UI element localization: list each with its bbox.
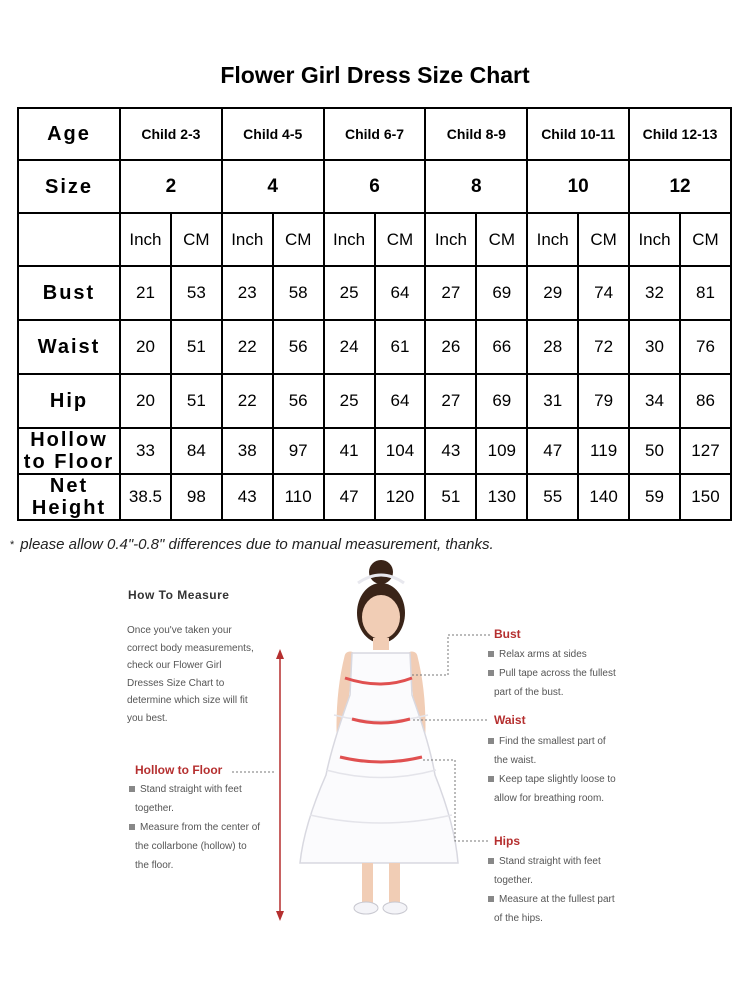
bullet-cont: together. — [135, 803, 174, 814]
value-cell: 24 — [324, 320, 375, 374]
value-cell: 23 — [222, 266, 273, 320]
bullet-cont: the waist. — [494, 755, 537, 766]
waist-label: Waist — [494, 713, 526, 727]
bullet-item: Relax arms at sides — [488, 645, 616, 664]
value-cell: 72 — [578, 320, 629, 374]
intro-line: Dresses Size Chart to — [127, 677, 225, 689]
unit-row — [18, 213, 731, 266]
hollow-label: Hollow to Floor — [135, 763, 223, 777]
unit-inch: Inch — [527, 213, 578, 266]
bullet-item: Keep tape slightly loose to — [488, 770, 616, 789]
age-header: Child 2-3 — [120, 108, 222, 160]
row-label-line: Hollow — [30, 429, 108, 451]
value-cell: 22 — [222, 374, 273, 428]
measurement-row — [18, 428, 731, 474]
bullet-cont: together. — [494, 875, 533, 886]
page-title: Flower Girl Dress Size Chart — [220, 62, 530, 88]
size-chart-table — [17, 107, 732, 521]
row-label — [18, 474, 120, 520]
intro-line: check our Flower Girl — [127, 660, 222, 671]
waist-instructions — [488, 732, 616, 808]
unit-cm: CM — [171, 213, 222, 266]
value-cell: 81 — [680, 266, 731, 320]
unit-inch: Inch — [324, 213, 375, 266]
value-cell: 32 — [629, 266, 680, 320]
value-cell: 26 — [425, 320, 476, 374]
value-cell: 120 — [375, 474, 426, 520]
row-label — [18, 266, 120, 320]
value-cell: 56 — [273, 374, 324, 428]
unit-cm: CM — [375, 213, 426, 266]
bullet-item: Find the smallest part of — [488, 732, 616, 751]
value-cell: 127 — [680, 428, 731, 474]
arrow-up-icon — [276, 649, 284, 659]
value-cell: 47 — [527, 428, 578, 474]
value-cell: 53 — [171, 266, 222, 320]
intro-line: Once you've taken your — [127, 625, 232, 636]
value-cell: 38.5 — [120, 474, 171, 520]
value-cell: 20 — [120, 320, 171, 374]
value-cell: 47 — [324, 474, 375, 520]
value-cell: 55 — [527, 474, 578, 520]
value-cell: 30 — [629, 320, 680, 374]
value-cell: 79 — [578, 374, 629, 428]
value-cell: 110 — [273, 474, 324, 520]
age-label: Age — [18, 108, 120, 160]
row-label-line: Waist — [37, 336, 101, 358]
hips-instructions — [488, 852, 615, 928]
value-cell: 86 — [680, 374, 731, 428]
girl-measure-illustration — [0, 545, 750, 945]
value-cell: 51 — [425, 474, 476, 520]
bust-instructions — [488, 645, 616, 702]
value-cell: 22 — [222, 320, 273, 374]
bullet-item: Pull tape across the fullest — [488, 664, 616, 683]
bust-leader — [412, 635, 490, 675]
row-label-line: Bust — [42, 282, 96, 304]
age-header: Child 6-7 — [324, 108, 426, 160]
value-cell: 104 — [375, 428, 426, 474]
bullet-cont: the collarbone (hollow) to — [135, 841, 247, 852]
size-row — [18, 160, 731, 213]
value-cell: 29 — [527, 266, 578, 320]
value-cell: 64 — [375, 374, 426, 428]
size-header: 12 — [629, 160, 731, 213]
unit-cm: CM — [273, 213, 324, 266]
age-header: Child 4-5 — [222, 108, 324, 160]
value-cell: 69 — [476, 266, 527, 320]
unit-inch: Inch — [120, 213, 171, 266]
size-header: 4 — [222, 160, 324, 213]
bullet-item: Measure at the fullest part — [488, 890, 615, 909]
value-cell: 43 — [425, 428, 476, 474]
value-cell: 84 — [171, 428, 222, 474]
intro-line: determine which size will fit — [127, 695, 248, 706]
size-header: 10 — [527, 160, 629, 213]
unit-inch: Inch — [222, 213, 273, 266]
right-leg — [389, 863, 400, 903]
value-cell: 56 — [273, 320, 324, 374]
bullet-item: Stand straight with feet — [129, 780, 260, 799]
value-cell: 43 — [222, 474, 273, 520]
bullet-cont: of the hips. — [494, 913, 543, 924]
row-label — [18, 374, 120, 428]
age-header: Child 12-13 — [629, 108, 731, 160]
empty-cell — [18, 213, 120, 266]
value-cell: 25 — [324, 374, 375, 428]
value-cell: 61 — [375, 320, 426, 374]
value-cell: 74 — [578, 266, 629, 320]
bullet-cont: the floor. — [135, 860, 174, 871]
unit-cm: CM — [578, 213, 629, 266]
bust-label: Bust — [494, 627, 521, 641]
value-cell: 66 — [476, 320, 527, 374]
unit-cm: CM — [680, 213, 731, 266]
value-cell: 38 — [222, 428, 273, 474]
value-cell: 34 — [629, 374, 680, 428]
bullet-item: Stand straight with feet — [488, 852, 615, 871]
value-cell: 28 — [527, 320, 578, 374]
size-header: 8 — [425, 160, 527, 213]
hollow-instructions — [129, 780, 260, 875]
intro-line: correct body measurements, — [127, 642, 254, 654]
row-label — [18, 428, 120, 474]
hips-label: Hips — [494, 834, 521, 848]
value-cell: 140 — [578, 474, 629, 520]
value-cell: 21 — [120, 266, 171, 320]
value-cell: 59 — [629, 474, 680, 520]
arrow-down-icon — [276, 911, 284, 921]
measurement-row — [18, 320, 731, 374]
intro-line: you best. — [127, 712, 168, 724]
size-header: 2 — [120, 160, 222, 213]
size-label: Size — [18, 160, 120, 213]
value-cell: 41 — [324, 428, 375, 474]
value-cell: 33 — [120, 428, 171, 474]
measurement-row — [18, 374, 731, 428]
left-leg — [362, 863, 373, 903]
how-to-measure-title: How To Measure — [128, 588, 230, 602]
measurement-row — [18, 266, 731, 320]
face — [362, 595, 400, 639]
how-to-intro — [127, 622, 277, 727]
row-label — [18, 320, 120, 374]
value-cell: 51 — [171, 320, 222, 374]
note-text: please allow 0.4"-0.8" differences due to manual measurement, thanks. — [20, 536, 494, 553]
unit-inch: Inch — [425, 213, 476, 266]
value-cell: 109 — [476, 428, 527, 474]
age-row — [18, 108, 731, 160]
hair-bun — [369, 560, 393, 584]
neck — [373, 638, 389, 650]
row-label-line: Hip — [49, 390, 89, 412]
unit-cm: CM — [476, 213, 527, 266]
value-cell: 130 — [476, 474, 527, 520]
row-label-line: Height — [31, 497, 107, 519]
value-cell: 98 — [171, 474, 222, 520]
asterisk: * — [10, 539, 15, 552]
age-header: Child 8-9 — [425, 108, 527, 160]
value-cell: 25 — [324, 266, 375, 320]
bullet-cont: part of the bust. — [494, 687, 564, 698]
bullet-item: Measure from the center of — [129, 818, 260, 837]
age-header: Child 10-11 — [527, 108, 629, 160]
value-cell: 76 — [680, 320, 731, 374]
left-shoe — [354, 902, 378, 914]
value-cell: 27 — [425, 374, 476, 428]
row-label-line: Net — [49, 475, 89, 497]
value-cell: 119 — [578, 428, 629, 474]
measurement-row — [18, 474, 731, 520]
value-cell: 64 — [375, 266, 426, 320]
row-label-line: to Floor — [23, 451, 115, 473]
value-cell: 150 — [680, 474, 731, 520]
value-cell: 31 — [527, 374, 578, 428]
unit-inch: Inch — [629, 213, 680, 266]
value-cell: 97 — [273, 428, 324, 474]
value-cell: 27 — [425, 266, 476, 320]
right-shoe — [383, 902, 407, 914]
size-header: 6 — [324, 160, 426, 213]
value-cell: 20 — [120, 374, 171, 428]
value-cell: 50 — [629, 428, 680, 474]
value-cell: 51 — [171, 374, 222, 428]
value-cell: 69 — [476, 374, 527, 428]
value-cell: 58 — [273, 266, 324, 320]
bullet-cont: allow for breathing room. — [494, 793, 605, 804]
